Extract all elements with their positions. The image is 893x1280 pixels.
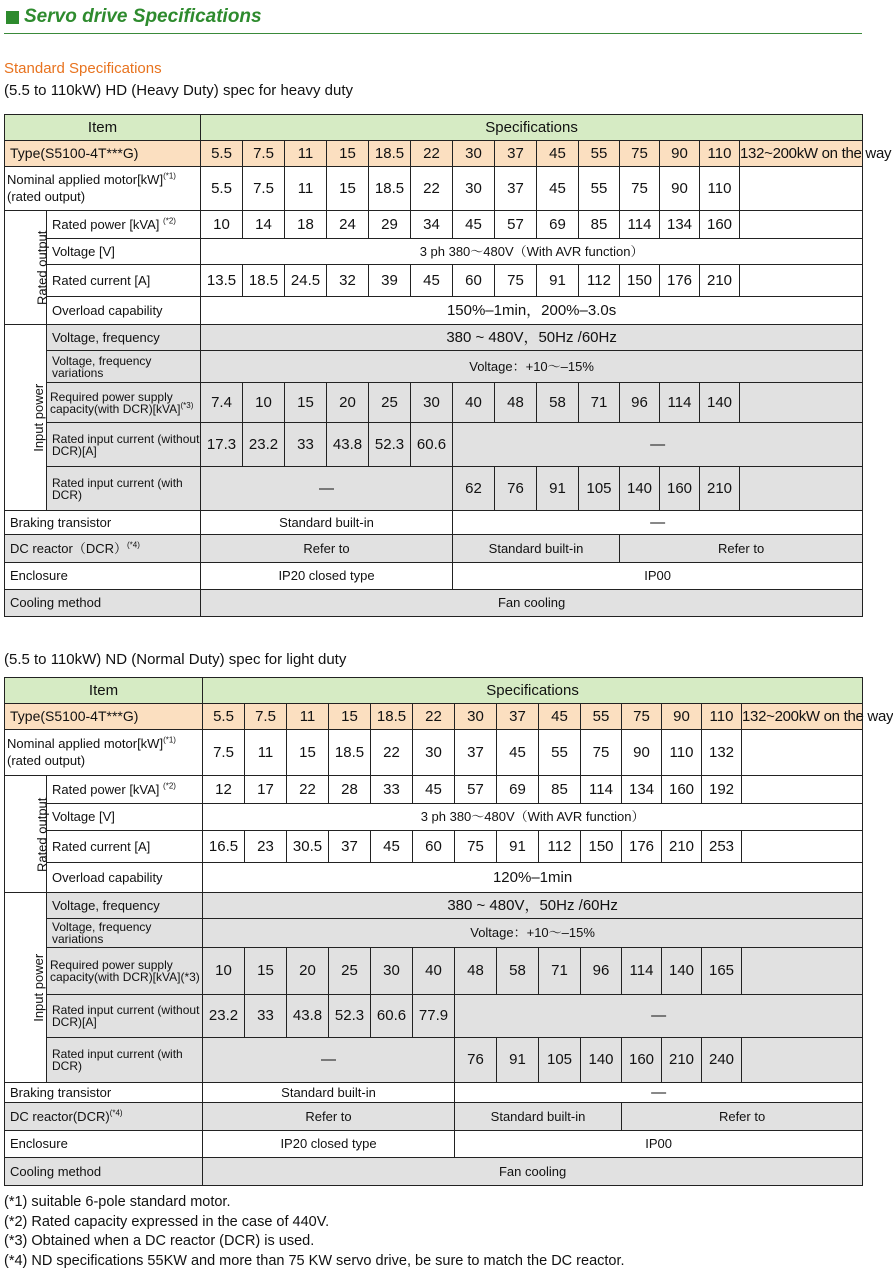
type-value-cell: 22 [413, 704, 455, 730]
motor-label: Nominal applied motor[kW] [7, 736, 164, 752]
req-supply-cell: 71 [539, 948, 581, 995]
title-square-icon [6, 11, 19, 24]
group-input-power [5, 325, 47, 511]
req-supply-cell: 30 [371, 948, 413, 995]
cooling-value: Fan cooling [203, 1158, 863, 1186]
rated-power-cell: 22 [287, 776, 329, 804]
type-value-cell: 22 [411, 141, 453, 167]
vfv-value: Voltage：+10～–15% [203, 919, 863, 948]
braking-dash: — [453, 511, 863, 535]
overload-label: Overload capability [47, 297, 201, 325]
req-supply-cell: 30 [411, 383, 453, 423]
req-supply-cell: 140 [700, 383, 740, 423]
type-value-cell: 15 [327, 141, 369, 167]
braking-label: Braking transistor [5, 1083, 203, 1103]
req-supply-cell: 25 [369, 383, 411, 423]
rated-current-cell: 75 [495, 265, 537, 297]
vfv-label: Voltage, frequency variations [47, 351, 201, 383]
braking-dash: — [455, 1083, 863, 1103]
page-title [4, 4, 862, 34]
input-wo-dcr-cell: 52.3 [329, 995, 371, 1038]
type-value-cell: 5.5 [201, 141, 243, 167]
motor-value-cell: 7.5 [203, 730, 245, 776]
input-wo-dcr-cell: 60.6 [411, 423, 453, 467]
rated-current-cell: 91 [497, 831, 539, 863]
rated-power-label: Rated power [kVA] [52, 781, 160, 797]
input-w-dcr-cell: 140 [581, 1038, 622, 1083]
rated-power-cell: 17 [245, 776, 287, 804]
type-value-cell: 30 [455, 704, 497, 730]
group-rated-output [5, 211, 50, 325]
input-wo-dcr-cell: 43.8 [287, 995, 329, 1038]
rated-current-cell: 210 [662, 831, 702, 863]
type-value-cell: 110 [702, 704, 742, 730]
motor-label-2: (rated output) [7, 752, 86, 768]
footnotes [4, 1193, 625, 1271]
rated-current-cell: 253 [702, 831, 742, 863]
req-supply-cell: 25 [329, 948, 371, 995]
vfv-value: Voltage：+10～–15% [201, 351, 863, 383]
input-wo-dcr-cell: 60.6 [371, 995, 413, 1038]
rated-current-cell: 16.5 [203, 831, 245, 863]
dcr-value-2: Standard built-in [453, 535, 620, 563]
braking-value: Standard built-in [203, 1083, 455, 1103]
nd-heading: (5.5 to 110kW) ND (Normal Duty) spec for light duty [4, 651, 347, 668]
req-sup: (*3) [180, 400, 194, 410]
enclosure-value-1: IP20 closed type [201, 563, 453, 590]
enclosure-label: Enclosure [5, 1131, 203, 1158]
input-wo-dcr-cell: 33 [285, 423, 327, 467]
type-value-cell: 7.5 [243, 141, 285, 167]
group-rated-output-label: Rated output [34, 230, 50, 306]
input-wo-dcr-cell: 23.2 [203, 995, 245, 1038]
motor-value-cell: 45 [537, 167, 579, 211]
rated-power-cell: 14 [243, 211, 285, 239]
rated-current-cell: 32 [327, 265, 369, 297]
rated-power-cell: 57 [495, 211, 537, 239]
req-supply-cell: 114 [660, 383, 700, 423]
req-supply-cell: 71 [579, 383, 620, 423]
enclosure-value-2: IP00 [455, 1131, 863, 1158]
req-supply-cell: 48 [495, 383, 537, 423]
rated-power-cell: 33 [371, 776, 413, 804]
rated-current-cell: 24.5 [285, 265, 327, 297]
input-wo-dcr-cell: 77.9 [413, 995, 455, 1038]
motor-value-cell: 90 [660, 167, 700, 211]
rated-power-cell: 28 [329, 776, 371, 804]
rated-power-sup: (*2) [163, 781, 176, 791]
input-wo-dcr-dash: — [455, 995, 863, 1038]
rated-power-cell: 69 [537, 211, 579, 239]
vf-label: Voltage, frequency [47, 893, 203, 919]
motor-value-cell: 7.5 [243, 167, 285, 211]
req-supply-cell: 96 [581, 948, 622, 995]
type-value-cell: 90 [662, 704, 702, 730]
empty-cell [742, 730, 863, 776]
rated-current-cell: 91 [537, 265, 579, 297]
type-value-cell: 90 [660, 141, 700, 167]
type-value-cell: 110 [700, 141, 740, 167]
motor-value-cell: 11 [245, 730, 287, 776]
enclosure-label: Enclosure [5, 563, 201, 590]
group-input-power-label: Input power [31, 384, 47, 452]
req-supply-cell: 114 [622, 948, 662, 995]
rated-power-cell: 160 [700, 211, 740, 239]
req-supply-cell: 165 [702, 948, 742, 995]
input-w-dcr-cell: 240 [702, 1038, 742, 1083]
input-w-dcr-cell: 140 [620, 467, 660, 511]
type-value-cell: 37 [497, 704, 539, 730]
empty-cell [742, 776, 863, 804]
rated-power-cell: 134 [622, 776, 662, 804]
rated-current-cell: 150 [620, 265, 660, 297]
input-wo-dcr-cell: 52.3 [369, 423, 411, 467]
overload-value: 120%–1min [203, 863, 863, 893]
motor-value-cell: 5.5 [201, 167, 243, 211]
rated-power-sup: (*2) [163, 216, 176, 226]
rated-power-label: Rated power [kVA] [52, 216, 160, 232]
motor-value-cell: 75 [581, 730, 622, 776]
voltage-label: Voltage [V] [47, 804, 203, 831]
req-supply-cell: 96 [620, 383, 660, 423]
type-label: Type(S5100-4T***G) [5, 704, 203, 730]
input-w-dcr-cell: 91 [497, 1038, 539, 1083]
hd-heading: (5.5 to 110kW) HD (Heavy Duty) spec for heavy duty [4, 82, 354, 99]
dcr-value-3: Refer to [622, 1103, 863, 1131]
req-supply-cell: 20 [327, 383, 369, 423]
empty-cell [742, 831, 863, 863]
req-supply-cell: 20 [287, 948, 329, 995]
input-w-dcr-cell: 62 [453, 467, 495, 511]
req-supply-cell: 40 [413, 948, 455, 995]
footnote-2: (*2) Rated capacity expressed in the case of 440V. [4, 1213, 330, 1230]
group-rated-output-label: Rated output [34, 797, 50, 872]
motor-sup: (*1) [163, 735, 176, 745]
type-value-cell: 15 [329, 704, 371, 730]
input-w-dcr-label: Rated input current (with DCR) [47, 1038, 203, 1083]
nd-spec-table [4, 677, 893, 1186]
rated-power-cell: 45 [453, 211, 495, 239]
type-value-cell: 75 [620, 141, 660, 167]
rated-power-cell: 85 [579, 211, 620, 239]
cooling-label: Cooling method [5, 590, 201, 617]
motor-value-cell: 110 [662, 730, 702, 776]
type-note: 132~200kW on the way [742, 704, 863, 730]
cooling-value: Fan cooling [201, 590, 863, 617]
rated-power-cell: 24 [327, 211, 369, 239]
rated-current-cell: 210 [700, 265, 740, 297]
type-value-cell: 5.5 [203, 704, 245, 730]
vf-value: 380 ~ 480V，50Hz /60Hz [201, 325, 863, 351]
motor-value-cell: 37 [495, 167, 537, 211]
motor-value-cell: 110 [700, 167, 740, 211]
footnote-3: (*3) Obtained when a DC reactor (DCR) is used. [4, 1233, 315, 1249]
voltage-value: 3 ph 380～480V（With AVR function） [203, 804, 863, 831]
group-input-power-label: Input power [31, 954, 47, 1022]
cooling-label: Cooling method [5, 1158, 203, 1186]
input-w-dcr-cell: 160 [660, 467, 700, 511]
dcr-label: DC reactor（DCR） [10, 540, 128, 556]
group-rated-output [5, 776, 50, 893]
group-input-power [5, 893, 47, 1083]
dcr-sup: (*4) [127, 540, 140, 550]
vf-label: Voltage, frequency [47, 325, 201, 351]
rated-current-cell: 75 [455, 831, 497, 863]
enclosure-value-1: IP20 closed type [203, 1131, 455, 1158]
rated-power-cell: 85 [539, 776, 581, 804]
rated-current-cell: 150 [581, 831, 622, 863]
rated-current-cell: 13.5 [201, 265, 243, 297]
input-w-dcr-cell: 105 [579, 467, 620, 511]
req-label: Required power supply capacity(with DCR)[kVA] [50, 389, 181, 416]
motor-value-cell: 90 [622, 730, 662, 776]
rated-power-cell: 45 [413, 776, 455, 804]
req-supply-cell: 10 [243, 383, 285, 423]
dcr-value-2: Standard built-in [455, 1103, 622, 1131]
rated-power-cell: 10 [201, 211, 243, 239]
input-w-dcr-cell: 105 [539, 1038, 581, 1083]
rated-power-cell: 29 [369, 211, 411, 239]
input-w-dcr-cell: 91 [537, 467, 579, 511]
input-w-dcr-cell: 160 [622, 1038, 662, 1083]
header-specifications: Specifications [201, 115, 863, 141]
rated-current-label: Rated current [A] [47, 265, 201, 297]
type-value-cell: 18.5 [369, 141, 411, 167]
input-wo-dcr-dash: — [453, 423, 863, 467]
input-w-dcr-cell: 76 [495, 467, 537, 511]
type-value-cell: 18.5 [371, 704, 413, 730]
enclosure-value-2: IP00 [453, 563, 863, 590]
input-w-dcr-cell: 210 [662, 1038, 702, 1083]
rated-current-cell: 112 [539, 831, 581, 863]
dcr-value-1: Refer to [203, 1103, 455, 1131]
type-value-cell: 55 [581, 704, 622, 730]
rated-power-cell: 18 [285, 211, 327, 239]
input-w-dcr-cell: 76 [455, 1038, 497, 1083]
empty-cell [740, 167, 863, 211]
rated-power-cell: 134 [660, 211, 700, 239]
type-value-cell: 11 [285, 141, 327, 167]
motor-value-cell: 18.5 [329, 730, 371, 776]
type-value-cell: 7.5 [245, 704, 287, 730]
rated-current-cell: 112 [579, 265, 620, 297]
overload-label: Overload capability [47, 863, 203, 893]
rated-current-cell: 37 [329, 831, 371, 863]
rated-current-cell: 176 [622, 831, 662, 863]
motor-label: Nominal applied motor[kW] [7, 172, 164, 188]
empty-cell [740, 467, 863, 511]
dcr-value-1: Refer to [201, 535, 453, 563]
req-supply-cell: 15 [285, 383, 327, 423]
motor-value-cell: 18.5 [369, 167, 411, 211]
input-wo-dcr-cell: 33 [245, 995, 287, 1038]
req-label: Required power supply capacity(with DCR)[kVA](*3) [50, 958, 200, 984]
dcr-label: DC reactor(DCR) [10, 1108, 110, 1124]
rated-power-cell: 12 [203, 776, 245, 804]
input-wo-dcr-cell: 43.8 [327, 423, 369, 467]
type-value-cell: 45 [539, 704, 581, 730]
type-value-cell: 55 [579, 141, 620, 167]
input-wo-dcr-label: Rated input current (without DCR)[A] [47, 995, 203, 1038]
req-supply-cell: 15 [245, 948, 287, 995]
rated-power-cell: 69 [497, 776, 539, 804]
empty-cell [742, 948, 863, 995]
header-item: Item [5, 678, 203, 704]
section-title: Standard Specifications [4, 60, 162, 77]
rated-power-cell: 114 [581, 776, 622, 804]
footnote-4: (*4) ND specifications 55KW and more than 75 KW servo drive, be sure to match the DC reactor. [4, 1252, 625, 1269]
type-value-cell: 11 [287, 704, 329, 730]
type-value-cell: 75 [622, 704, 662, 730]
footnote-1: (*1) suitable 6-pole standard motor. [4, 1194, 231, 1210]
page-title-text: Servo drive Specifications [24, 6, 262, 27]
rated-power-cell: 34 [411, 211, 453, 239]
rated-current-cell: 45 [371, 831, 413, 863]
type-value-cell: 37 [495, 141, 537, 167]
rated-current-cell: 39 [369, 265, 411, 297]
braking-label: Braking transistor [5, 511, 201, 535]
rated-power-cell: 57 [455, 776, 497, 804]
input-w-dcr-cell: 210 [700, 467, 740, 511]
type-value-cell: 45 [537, 141, 579, 167]
motor-value-cell: 30 [453, 167, 495, 211]
header-specifications: Specifications [203, 678, 863, 704]
empty-cell [740, 211, 863, 239]
rated-power-cell: 192 [702, 776, 742, 804]
rated-current-cell: 45 [411, 265, 453, 297]
empty-cell [740, 265, 863, 297]
motor-label-2: (rated output) [7, 188, 86, 204]
type-note: 132~200kW on the way [740, 141, 863, 167]
req-supply-cell: 58 [497, 948, 539, 995]
hd-spec-table [4, 114, 892, 617]
req-supply-cell: 48 [455, 948, 497, 995]
voltage-value: 3 ph 380～480V（With AVR function） [201, 239, 863, 265]
motor-value-cell: 55 [579, 167, 620, 211]
rated-power-cell: 114 [620, 211, 660, 239]
req-supply-cell: 40 [453, 383, 495, 423]
rated-current-cell: 176 [660, 265, 700, 297]
voltage-label: Voltage [V] [47, 239, 201, 265]
dcr-value-3: Refer to [620, 535, 863, 563]
req-supply-cell: 7.4 [201, 383, 243, 423]
header-item: Item [5, 115, 201, 141]
rated-current-cell: 60 [413, 831, 455, 863]
rated-current-cell: 18.5 [243, 265, 285, 297]
req-supply-cell: 10 [203, 948, 245, 995]
rated-power-cell: 160 [662, 776, 702, 804]
input-w-dcr-label: Rated input current (with DCR) [47, 467, 201, 511]
rated-current-cell: 30.5 [287, 831, 329, 863]
motor-value-cell: 15 [287, 730, 329, 776]
motor-value-cell: 37 [455, 730, 497, 776]
motor-value-cell: 15 [327, 167, 369, 211]
vf-value: 380 ~ 480V，50Hz /60Hz [203, 893, 863, 919]
motor-value-cell: 45 [497, 730, 539, 776]
req-supply-cell: 58 [537, 383, 579, 423]
braking-value: Standard built-in [201, 511, 453, 535]
rated-current-cell: 60 [453, 265, 495, 297]
motor-value-cell: 22 [371, 730, 413, 776]
motor-sup: (*1) [163, 171, 176, 181]
rated-current-cell: 23 [245, 831, 287, 863]
motor-value-cell: 55 [539, 730, 581, 776]
motor-value-cell: 75 [620, 167, 660, 211]
motor-value-cell: 132 [702, 730, 742, 776]
vfv-label: Voltage, frequency variations [47, 919, 203, 948]
input-w-dcr-dash: — [201, 467, 453, 511]
motor-value-cell: 30 [413, 730, 455, 776]
input-wo-dcr-cell: 23.2 [243, 423, 285, 467]
rated-current-label: Rated current [A] [47, 831, 203, 863]
req-supply-cell: 140 [662, 948, 702, 995]
overload-value: 150%–1min，200%–3.0s [201, 297, 863, 325]
motor-value-cell: 22 [411, 167, 453, 211]
empty-cell [742, 1038, 863, 1083]
input-wo-dcr-cell: 17.3 [201, 423, 243, 467]
input-wo-dcr-label: Rated input current (without DCR)[A] [47, 423, 201, 467]
type-label: Type(S5100-4T***G) [5, 141, 201, 167]
dcr-sup: (*4) [109, 1108, 123, 1118]
input-w-dcr-dash: — [203, 1038, 455, 1083]
empty-cell [740, 383, 863, 423]
motor-value-cell: 11 [285, 167, 327, 211]
type-value-cell: 30 [453, 141, 495, 167]
